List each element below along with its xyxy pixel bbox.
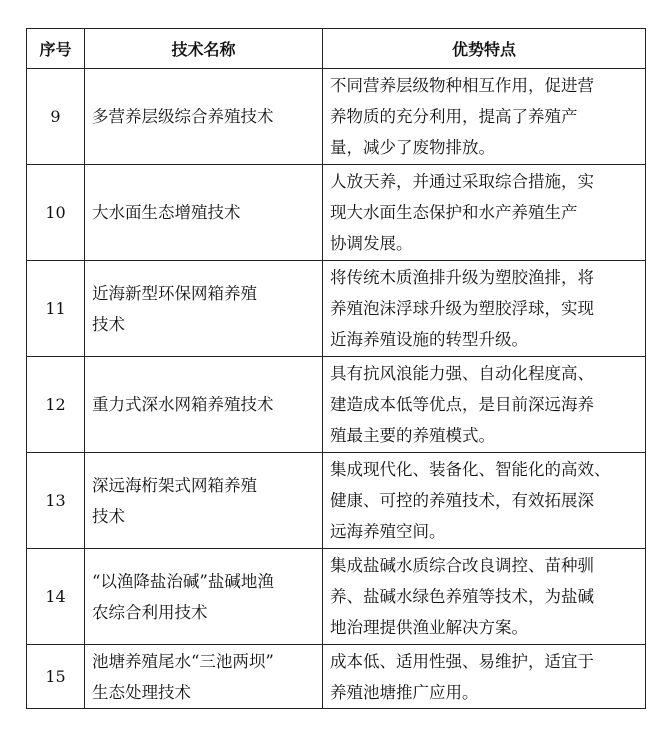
advantage-cell	[323, 645, 646, 709]
table-row	[27, 453, 646, 549]
name-line: “以渔降盐治碱”盐碱地渔	[92, 571, 274, 591]
advantage-cell	[323, 549, 646, 645]
table-row	[27, 165, 646, 261]
name-line: 生态处理技术	[92, 682, 191, 702]
advantage-line: 建造成本低等优点，是目前深远海养	[330, 395, 594, 414]
advantage-line: 现大水面生态保护和水产养殖生产	[330, 203, 578, 222]
name-line: 技术	[92, 314, 125, 334]
table-row	[27, 261, 646, 357]
technology-name-cell	[85, 261, 323, 357]
name-line: 技术	[92, 506, 125, 526]
table-row	[27, 69, 646, 165]
serial-number-cell: 14	[27, 549, 85, 645]
advantage-cell	[323, 69, 646, 165]
table-row	[27, 645, 646, 709]
serial-number-cell: 10	[27, 165, 85, 261]
advantage-cell	[323, 165, 646, 261]
advantage-line: 不同营养层级物种相互作用，促进营	[330, 76, 594, 95]
advantage-line: 具有抗风浪能力强、自动化程度高、	[330, 364, 594, 383]
technology-name-cell	[85, 165, 323, 261]
name-line: 近海新型环保网箱养殖	[92, 283, 257, 303]
serial-number-cell: 11	[27, 261, 85, 357]
header-advantages: 优势特点	[323, 29, 646, 69]
serial-number-cell: 15	[27, 645, 85, 709]
advantage-cell	[323, 453, 646, 549]
advantage-line: 健康、可控的养殖技术，有效拓展深	[330, 491, 594, 510]
name-line: 深远海桁架式网箱养殖	[92, 475, 257, 495]
advantage-line: 将传统木质渔排升级为塑胶渔排，将	[330, 268, 594, 287]
name-line: 多营养层级综合养殖技术	[92, 107, 274, 126]
table-row	[27, 357, 646, 453]
technology-name-cell	[85, 453, 323, 549]
advantage-line: 远海养殖空间。	[330, 522, 446, 541]
technology-name-cell	[85, 357, 323, 453]
advantage-line: 量，减少了废物排放。	[330, 138, 495, 157]
advantage-line: 协调发展。	[330, 234, 413, 253]
advantage-cell	[323, 357, 646, 453]
name-line: 农综合利用技术	[92, 602, 208, 622]
name-line: 池塘养殖尾水“三池两坝”	[92, 651, 274, 671]
serial-number-cell: 12	[27, 357, 85, 453]
advantage-line: 近海养殖设施的转型升级。	[330, 330, 528, 349]
technology-name-cell	[85, 549, 323, 645]
serial-number-cell: 13	[27, 453, 85, 549]
header-row	[27, 29, 646, 69]
advantage-line: 地治理提供渔业解决方案。	[330, 618, 528, 637]
advantage-line: 养殖池塘推广应用。	[330, 682, 479, 702]
table-row	[27, 549, 646, 645]
advantage-line: 养殖泡沫浮球升级为塑胶浮球，实现	[330, 299, 594, 318]
technology-table	[26, 28, 646, 709]
advantage-line: 成本低、适用性强、易维护，适宜于	[330, 651, 594, 671]
header-technology-name: 技术名称	[85, 29, 323, 69]
advantage-line: 集成盐碱水质综合改良调控、苗种驯	[330, 556, 594, 575]
advantage-cell	[323, 261, 646, 357]
name-line: 重力式深水网箱养殖技术	[92, 395, 274, 414]
advantage-line: 养物质的充分利用，提高了养殖产	[330, 107, 578, 126]
advantage-line: 养、盐碱水绿色养殖等技术，为盐碱	[330, 587, 594, 606]
technology-name-cell	[85, 69, 323, 165]
serial-number-cell: 9	[27, 69, 85, 165]
header-serial-number: 序号	[27, 29, 85, 69]
technology-name-cell	[85, 645, 323, 709]
advantage-line: 殖最主要的养殖模式。	[330, 426, 495, 445]
advantage-line: 人放天养，并通过采取综合措施，实	[330, 172, 594, 191]
name-line: 大水面生态增殖技术	[92, 203, 241, 222]
advantage-line: 集成现代化、装备化、智能化的高效、	[330, 460, 611, 479]
